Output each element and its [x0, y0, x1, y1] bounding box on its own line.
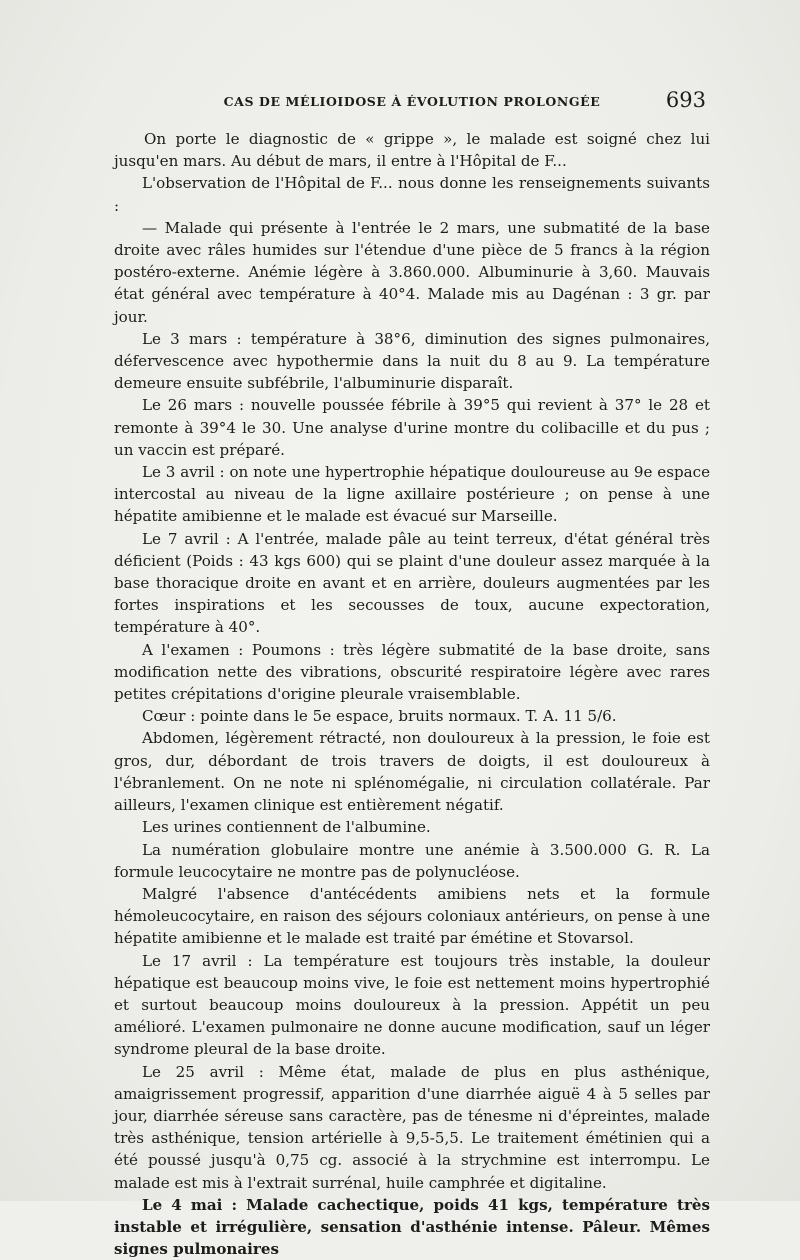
paragraph: Le 17 avril : La température est toujours très instable, la douleur hépatique est beaucoup moins vive, le foie est nettement moins hypertrophié et surtout beaucoup moins douloureux à la pression. Appétit un peu amélioré. L'examen pulmonaire ne donne aucune modification, sauf un léger syndrome pleural de la base droite.: [114, 951, 710, 1059]
running-title: CAS DE MÉLIOIDOSE À ÉVOLUTION PROLONGÉE: [223, 94, 601, 109]
paragraph: Le 25 avril : Même état, malade de plus en plus asthénique, amaigrissement progressif, apparition d'une diarrhée aiguë 4 à 5 selles par jour, diarrhée séreuse sans caractère, pas de ténesme ni d'épreintes, malade très asthénique, tension artérielle à 9,5-5,5. Le traitement émétinien qui a été poussé jusqu'à 0,75 cg. associé à la strychmine est interrompu. Le malade est mis à l'extrait surrénal, huile camphrée et digitaline.: [114, 1062, 710, 1192]
paragraph: Cœur : pointe dans le 5e espace, bruits normaux. T. A. 11 5/6.: [142, 707, 617, 726]
paragraph: — Malade qui présente à l'entrée le 2 mars, une submatité de la base droite avec râles humides sur l'étendue d'une pièce de 5 francs à la région postéro-externe. Anémie légère à 3.860.000. Albuminurie à 3,60. Mauvais état général avec température à 40°4. Malade mis au Dagénan : 3 gr. par jour.: [114, 218, 710, 326]
paragraph: A l'examen : Poumons : très légère submatité de la base droite, sans modification nette des vibrations, obscurité respiratoire légère avec rares petites crépitations d'origine pleurale vraisemblable.: [114, 640, 710, 704]
paragraph: La numération globulaire montre une anémie à 3.500.000 G. R. La formule leucocytaire ne montre pas de polynucléose.: [114, 840, 710, 881]
paragraph: Abdomen, légèrement rétracté, non douloureux à la pression, le foie est gros, dur, débordant de trois travers de doigts, il est douloureux à l'ébranlement. On ne note ni splénomégalie, ni circulation collatérale. Par ailleurs, l'examen clinique est entièrement négatif.: [114, 729, 710, 815]
paragraph: Les urines contiennent de l'albumine.: [142, 818, 431, 837]
paragraph: L'observation de l'Hôpital de F... nous donne les renseignements suivants :: [114, 174, 710, 215]
paragraph: Le 4 mai : Malade cachectique, poids 41 kgs, température très instable et irrégulière, sensation d'asthénie intense. Pâleur. Mêmes signes pulmonaires: [114, 1195, 710, 1259]
body-text: [114, 128, 710, 1260]
paragraph: Le 3 avril : on note une hypertrophie hépatique douloureuse au 9e espace intercostal au niveau de la ligne axillaire postérieure ; on pense à une hépatite amibienne et le malade est évacué sur Marseille.: [114, 463, 710, 526]
paragraph: Le 3 mars : température à 38°6, diminution des signes pulmonaires, défervescence avec hypothermie dans la nuit du 8 au 9. La température demeure ensuite subfébrile, l'albuminurie disparaît.: [114, 329, 710, 393]
paragraph: Malgré l'absence d'antécédents amibiens nets et la formule hémoleucocytaire, en raison des séjours coloniaux antérieurs, on pense à une hépatite amibienne et le malade est traité par émétine et Stovarsol.: [114, 884, 710, 948]
page-number: 693: [665, 88, 706, 112]
page-header: [114, 88, 710, 112]
paragraph: On porte le diagnostic de « grippe », le malade est soigné chez lui jusqu'en mars. Au début de mars, il entre à l'Hôpital de F...: [114, 130, 710, 171]
paragraph: Le 7 avril : A l'entrée, malade pâle au teint terreux, d'état général très déficient (Poids : 43 kgs 600) qui se plaint d'une douleur assez marquée à la base thoracique droite en avant et en arrière, douleurs augmentées par les fortes inspirations et les secousses de toux, aucune expectoration, température à 40°.: [114, 529, 710, 637]
paragraph: Le 26 mars : nouvelle poussée fébrile à 39°5 qui revient à 37° le 28 et remonte à 39°4 le 30. Une analyse d'urine montre du colibacille et du pus ; un vaccin est préparé.: [114, 396, 710, 459]
